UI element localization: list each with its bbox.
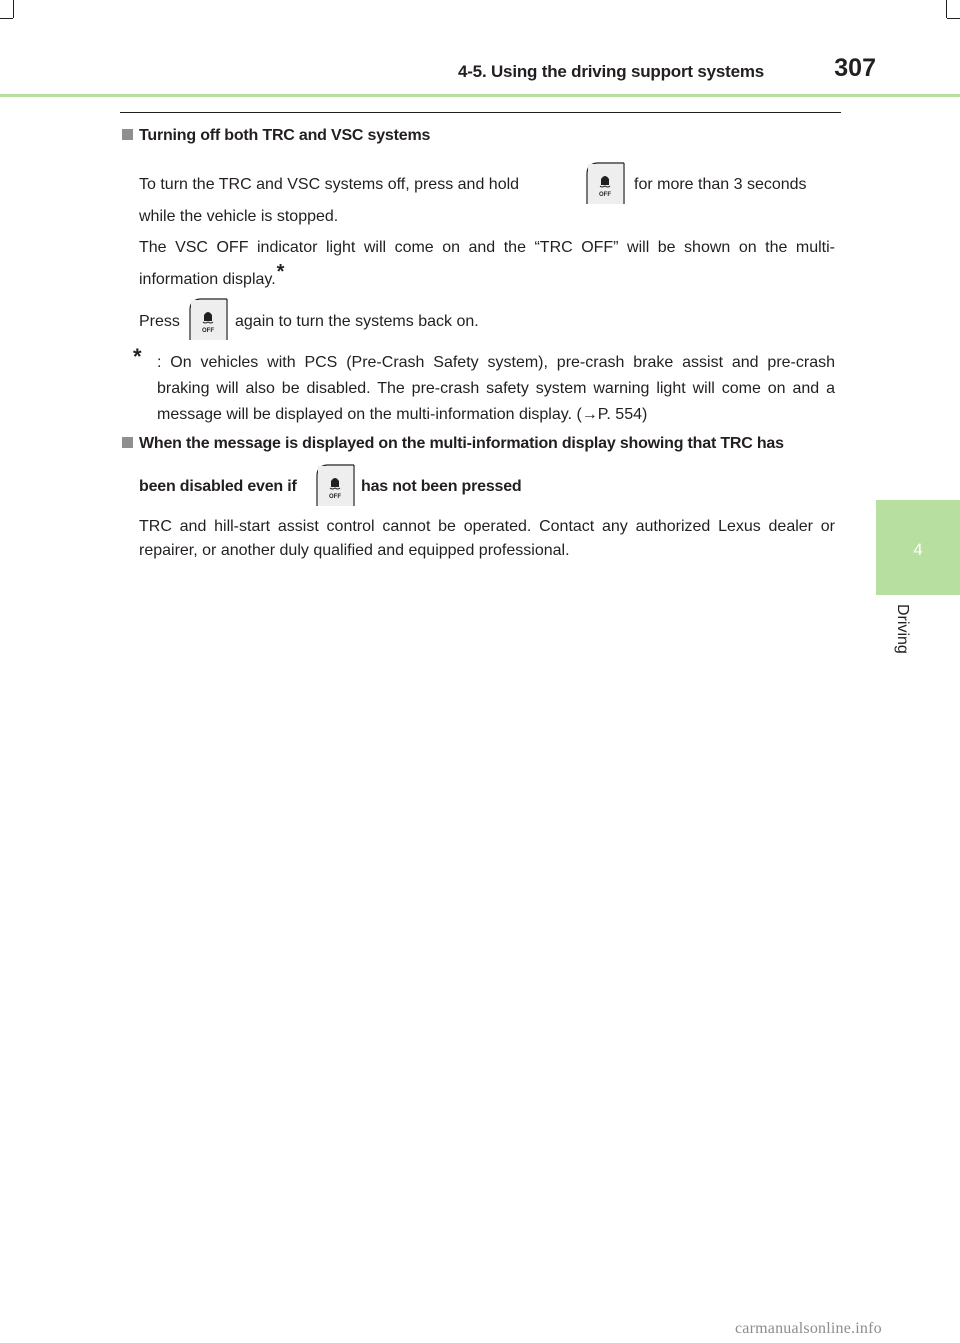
chapter-label: Driving: [894, 604, 911, 654]
header-rule: [0, 94, 960, 97]
footnote: * : On vehicles with PCS (Pre-Crash Safety system), pre-crash brake assist and pre-crash braking will also be disabled. The pre-crash safety system warning light will come on and a message will be displayed on the multi-information display. (→P. 554): [133, 344, 835, 423]
crop-mark-left: [13, 0, 14, 18]
para1-after: for more than 3 seconds: [634, 176, 807, 193]
para1-line1: To turn the TRC and VSC systems off, press and hold: [139, 176, 520, 193]
press-text-before: Press: [139, 313, 180, 330]
section-header: 4-5. Using the driving support systems: [457, 62, 764, 81]
chapter-tab: [876, 500, 960, 595]
section1-heading: Turning off both TRC and VSC systems: [122, 127, 430, 145]
para2: The VSC OFF indicator light will come on and the “TRC OFF” will be shown on the multi-information display.*: [139, 239, 835, 288]
asterisk-mark: *: [276, 261, 285, 283]
para1-line2: while the vehicle is stopped.: [139, 208, 339, 225]
crop-mark-left-h: [0, 18, 13, 19]
heading-square-icon: [122, 437, 133, 448]
page-number: 307: [834, 54, 876, 82]
footnote-asterisk: *: [133, 344, 142, 369]
section2-heading-after: has not been pressed: [361, 478, 522, 495]
section2-heading: When the message is displayed on the multi-information display showing that TRC has: [122, 435, 784, 453]
vsc-off-button-icon: [314, 462, 356, 508]
svg-text:OFF: OFF: [329, 494, 341, 500]
crop-mark-right: [946, 0, 947, 18]
crop-mark-right-h: [947, 18, 960, 19]
svg-text:OFF: OFF: [202, 328, 214, 334]
chapter-number: 4: [913, 540, 923, 559]
svg-text:OFF: OFF: [599, 192, 611, 198]
heading-square-icon: [122, 129, 133, 140]
press-text-after: again to turn the systems back on.: [235, 313, 479, 330]
vsc-off-button-icon: [187, 296, 229, 342]
vsc-off-button-icon: [584, 160, 626, 206]
watermark: carmanualsonline.info: [735, 1320, 882, 1337]
content-rule: [120, 112, 841, 113]
section2-para: TRC and hill-start assist control cannot be operated. Contact any authorized Lexus dealer or repairer, or another duly qualified and equipped professional.: [139, 518, 835, 559]
section2-heading-line2: been disabled even if: [139, 478, 297, 495]
